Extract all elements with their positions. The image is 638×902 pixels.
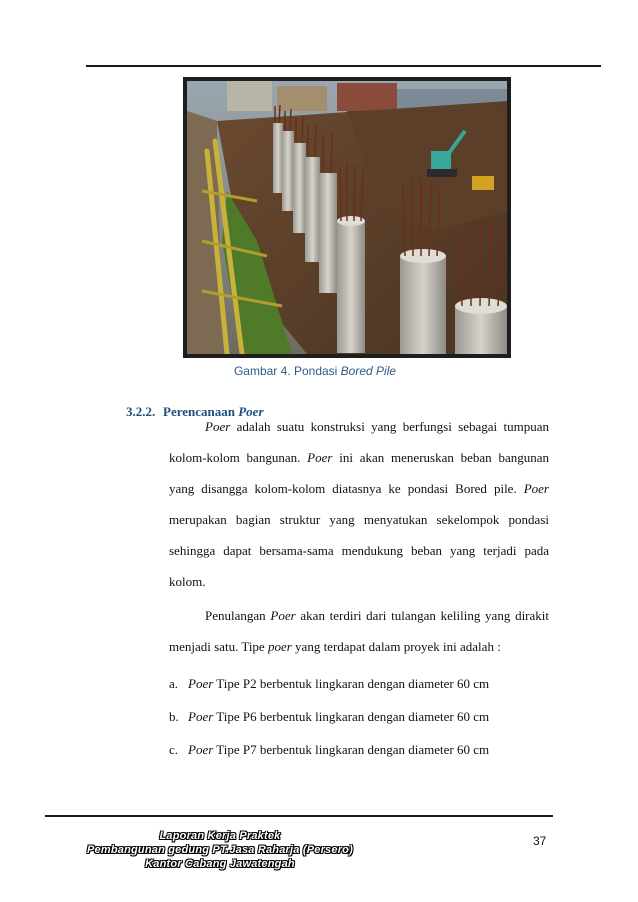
footer-rule [45, 815, 553, 817]
bored-pile-photo [183, 77, 511, 358]
section-title-prefix: Perencanaan [163, 404, 239, 419]
figure-caption [0, 364, 638, 378]
p2-before: Penulangan [205, 608, 271, 623]
list-item-text: Tipe P7 berbentuk lingkaran dengan diameter 60 cm [213, 742, 490, 757]
p1-text3: merupakan bagian struktur yang menyatukan sekelompok pondasi sehingga dapat bersama-sama mendukung beban yang terjadi pada kolom. [169, 512, 549, 589]
p1-italic2: Poer [307, 450, 333, 465]
footer-title-block [72, 829, 368, 871]
list-marker: b. [169, 709, 179, 724]
p1-text1: adalah suatu konstruksi yang berfungsi sebagai tumpuan kolom-kolom bangunan. [169, 419, 549, 465]
section-title-italic: Poer [238, 404, 264, 419]
p1-italic3: Poer [523, 481, 549, 496]
list-marker: a. [169, 676, 179, 691]
section-number: 3.2.2. [126, 404, 156, 419]
footer-line-1: Laporan Kerja Praktek [159, 830, 281, 842]
paragraph-penulangan [169, 600, 549, 662]
header-rule [86, 65, 601, 67]
p2-italic2: poer [267, 639, 292, 654]
p2-italic1: Poer [270, 608, 296, 623]
list-item [169, 742, 489, 775]
list-item [169, 709, 489, 742]
footer-line-2: Pembangunan gedung PT.Jasa Raharja (Persero) [87, 844, 353, 856]
p2-middle: akan terdiri dari tulangan keliling yang dirakit menjadi satu. Tipe [169, 608, 549, 654]
p1-text2: ini akan meneruskan beban bangunan yang disangga kolom-kolom diatasnya ke pondasi Bored pile. [169, 450, 549, 496]
list-item-italic: Poer [188, 676, 214, 691]
list-item [169, 676, 489, 709]
poer-type-list [169, 676, 489, 775]
caption-prefix: Gambar 4. Pondasi [233, 364, 341, 378]
list-item-text: Tipe P2 berbentuk lingkaran dengan diameter 60 cm [213, 676, 490, 691]
footer-line-3: Kantor Cabang Jawatengah [145, 858, 295, 870]
paragraph-poer-definition [169, 411, 549, 597]
list-item-italic: Poer [188, 742, 214, 757]
list-item-text: Tipe P6 berbentuk lingkaran dengan diameter 60 cm [213, 709, 490, 724]
p1-lead: Poer [205, 419, 231, 434]
caption-italic: Bored Pile [340, 364, 397, 378]
p2-after: yang terdapat dalam proyek ini adalah : [291, 639, 501, 654]
list-marker: c. [169, 742, 179, 757]
page-number: 37 [533, 834, 547, 848]
list-item-italic: Poer [188, 709, 214, 724]
construction-site-illustration [187, 81, 507, 354]
